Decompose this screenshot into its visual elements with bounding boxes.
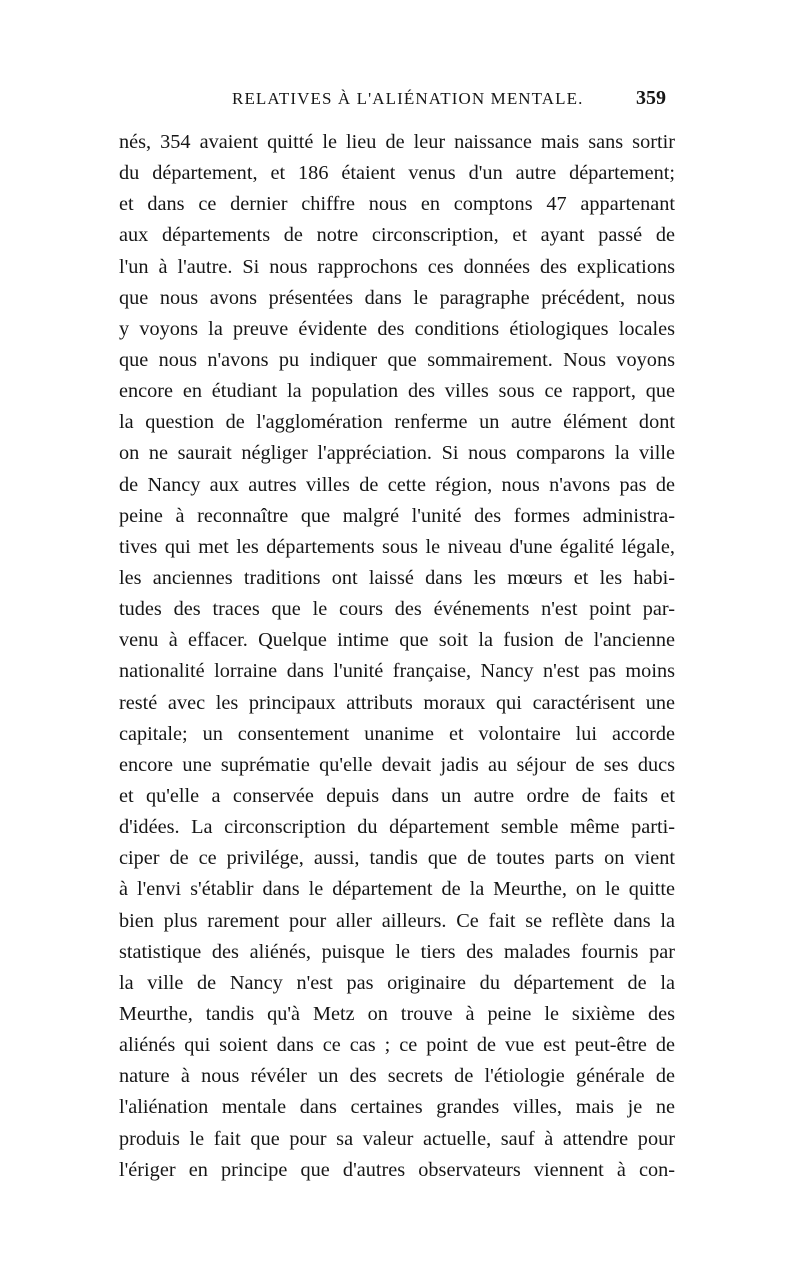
text-line: l'un à l'autre. Si nous rapprochons ces données des explications (119, 255, 675, 278)
text-line: peine à reconnaître que malgré l'unité des formes administra- (119, 504, 675, 527)
text-line: et dans ce dernier chiffre nous en comptons 47 appartenant (119, 193, 675, 216)
text-line: et qu'elle a conservée depuis dans un autre ordre de faits et (119, 784, 675, 807)
text-line: la ville de Nancy n'est pas originaire du département de la (119, 971, 675, 994)
text-line: statistique des aliénés, puisque le tiers des malades fournis par (119, 940, 675, 963)
text-line: venu à effacer. Quelque intime que soit la fusion de l'ancienne (119, 629, 675, 652)
text-line: aliénés qui soient dans ce cas ; ce point de vue est peut-être de (119, 1034, 675, 1057)
text-line: encore une suprématie qu'elle devait jadis au séjour de ses ducs (119, 753, 675, 776)
text-line: que nous avons présentées dans le paragraphe précédent, nous (119, 286, 675, 309)
text-line: tives qui met les départements sous le niveau d'une égalité légale, (119, 535, 675, 558)
text-line: l'ériger en principe que d'autres observateurs viennent à con- (119, 1158, 675, 1181)
text-line: aux départements de notre circonscription, et ayant passé de (119, 224, 675, 247)
text-line: de Nancy aux autres villes de cette région, nous n'avons pas de (119, 473, 675, 496)
text-line: encore en étudiant la population des villes sous ce rapport, que (119, 380, 675, 403)
text-line: Meurthe, tandis qu'à Metz on trouve à peine le sixième des (119, 1002, 675, 1025)
text-line: bien plus rarement pour aller ailleurs. Ce fait se reflète dans la (119, 909, 675, 932)
text-line: y voyons la preuve évidente des conditions étiologiques locales (119, 317, 675, 340)
body-text (119, 127, 675, 1186)
text-line: à l'envi s'établir dans le département de la Meurthe, on le quitte (119, 878, 675, 901)
text-line: la question de l'agglomération renferme un autre élément dont (119, 411, 675, 434)
text-line: resté avec les principaux attributs moraux qui caractérisent une (119, 691, 675, 714)
text-line: que nous n'avons pu indiquer que sommairement. Nous voyons (119, 348, 675, 371)
running-head: RELATIVES À L'ALIÉNATION MENTALE. (232, 89, 584, 108)
text-line: ciper de ce privilége, aussi, tandis que de toutes parts on vient (119, 847, 675, 870)
text-line: tudes des traces que le cours des événements n'est point par- (119, 598, 675, 621)
text-line: nés, 354 avaient quitté le lieu de leur naissance mais sans sortir (119, 131, 675, 153)
page-number: 359 (636, 87, 666, 109)
text-line: capitale; un consentement unanime et volontaire lui accorde (119, 722, 675, 745)
text-line: l'aliénation mentale dans certaines grandes villes, mais je ne (119, 1096, 675, 1119)
text-line: nature à nous révéler un des secrets de l'étiologie générale de (119, 1065, 675, 1088)
text-line: on ne saurait négliger l'appréciation. Si nous comparons la ville (119, 442, 675, 465)
text-line: du département, et 186 étaient venus d'un autre département; (119, 162, 675, 185)
text-line: produis le fait que pour sa valeur actuelle, sauf à attendre pour (119, 1127, 675, 1150)
text-line: les anciennes traditions ont laissé dans les mœurs et les habi- (119, 566, 675, 589)
text-line: d'idées. La circonscription du département semble même parti- (119, 816, 675, 839)
text-line: nationalité lorraine dans l'unité française, Nancy n'est pas moins (119, 660, 675, 683)
